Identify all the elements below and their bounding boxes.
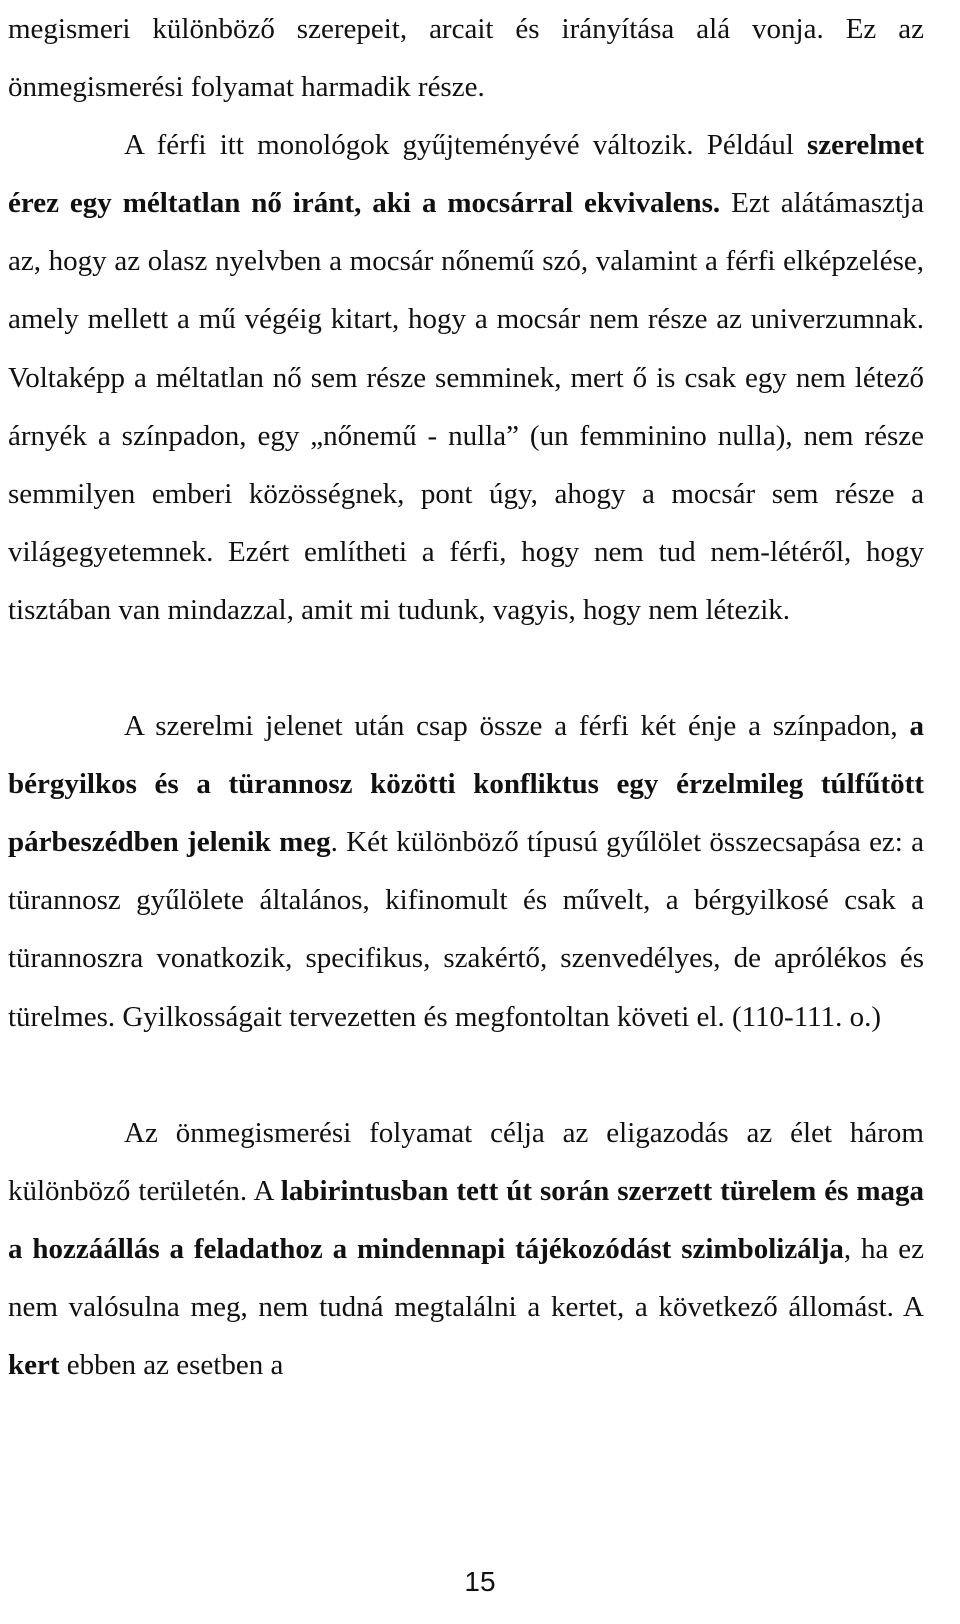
page-number: 15 bbox=[464, 1566, 496, 1597]
paragraph-1 bbox=[8, 0, 924, 116]
paragraph-3 bbox=[8, 697, 924, 1046]
text-segment: . Két különböző típusú gyűlölet összecsapása ez: a türannosz gyűlölete általános, kifinomult és művelt, a bérgyilkosé csak a türannoszra vonatkozik, specifikus, szakértő, szenvedélyes, de aprólékos és türelmes. Gyilkosságait tervezetten és megfontoltan követi el. (110-111. o.) bbox=[8, 826, 924, 1033]
bold-text-segment: szerelmet érez egy méltatlan nő iránt, aki a mocsárral ekvivalens. bbox=[8, 129, 924, 220]
text-segment: , ha ez nem valósulna meg, nem tudná megtalálni a kertet, a következő állomást. A bbox=[8, 1232, 924, 1323]
document-page bbox=[8, 0, 924, 1394]
text-segment: megismeri különböző szerepeit, arcait és irányítása alá vonja. Ez az önmegismerési folyamat harmadik része. bbox=[8, 13, 924, 104]
paragraph-gap bbox=[8, 1046, 924, 1104]
text-segment: Ezt alátámasztja az, hogy az olasz nyelvben a mocsár nőnemű szó, valamint a férfi elképzelése, amely mellett a mű végéig kitart, hogy a mocsár nem része az univerzumnak. Voltaképp a méltatlan nő sem része semminek, mert ő is csak egy nem létező árnyék a színpadon, egy „nőnemű - nulla” (un femminino nulla), nem része semmilyen emberi közösségnek, pont úgy, ahogy a mocsár sem része a világegyetemnek. Ezért említheti a férfi, hogy nem tud nem-létéről, hogy tisztában van mindazzal, amit mi tudunk, vagyis, hogy nem létezik. bbox=[8, 187, 925, 626]
text-segment: ebben az esetben a bbox=[59, 1348, 284, 1381]
paragraph-2 bbox=[8, 116, 924, 639]
bold-text-segment: labirintusban tett út során szerzett türelem és maga a hozzáállás a feladathoz a mindennapi tájékozódást szimbolizálja bbox=[8, 1174, 924, 1265]
bold-text-segment: a bérgyilkos és a türannosz közötti konfliktus egy érzelmileg túlfűtött párbeszédben jelenik meg bbox=[8, 710, 924, 859]
paragraph-gap bbox=[8, 639, 924, 697]
text-segment: A szerelmi jelenet után csap össze a férfi két énje a színpadon, bbox=[124, 710, 910, 743]
text-segment: Az önmegismerési folyamat célja az eligazodás az élet három különböző területén. A bbox=[8, 1116, 924, 1207]
paragraph-4 bbox=[8, 1104, 924, 1394]
bold-text-segment: kert bbox=[8, 1348, 60, 1381]
text-segment: A férfi itt monológok gyűjteményévé változik. Például bbox=[124, 129, 807, 162]
